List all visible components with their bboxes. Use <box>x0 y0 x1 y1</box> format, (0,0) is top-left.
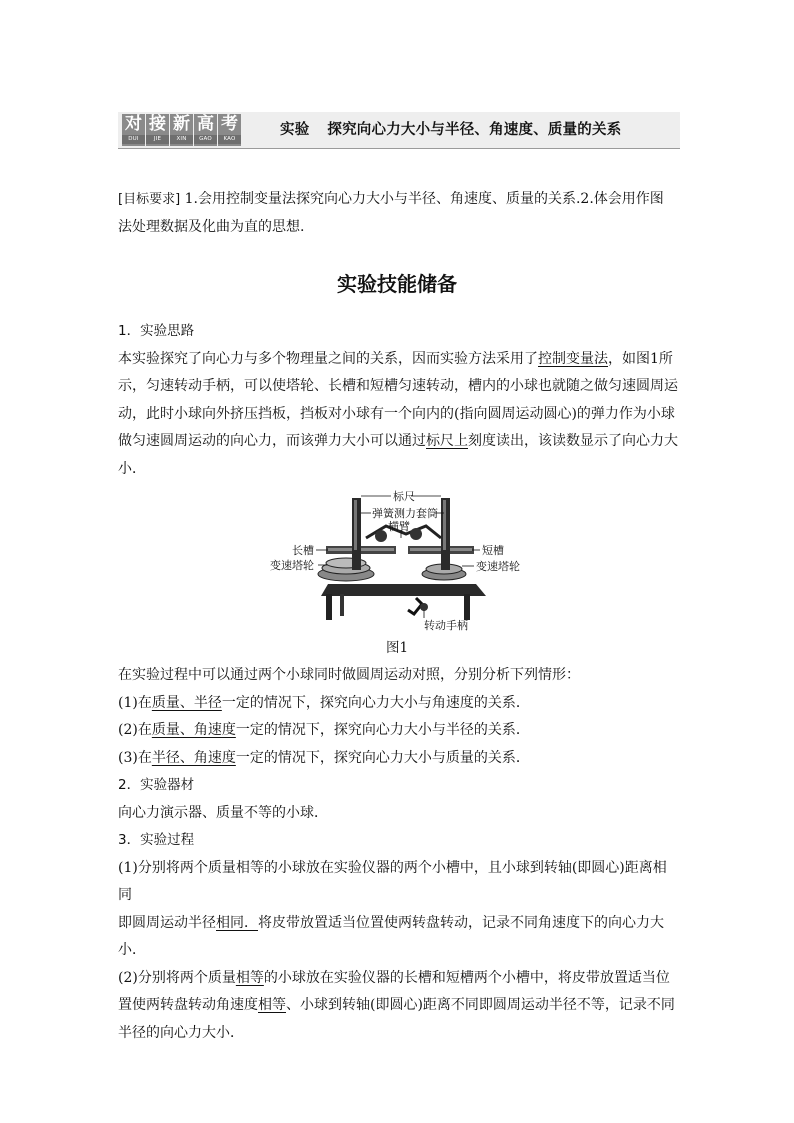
header-banner <box>118 112 680 149</box>
section-title: 实验技能储备 <box>337 272 457 296</box>
goal-line-1: 1.会用控制变量法探究向心力大小与半径、角速度、质量的关系.2.体会用作图 <box>184 191 664 207</box>
s1-line: 动，此时小球向外挤压挡板，挡板对小球有一个向内的(指向圆周运动圆心)的弹力作为小球 <box>118 405 675 422</box>
goal-tag: [目标要求] <box>118 192 181 207</box>
logo-char: 对 DUI <box>122 114 145 146</box>
label-biaochi: 标尺 <box>393 490 415 503</box>
s3-line: 半径的向心力大小． <box>118 1024 244 1041</box>
label-hengbi: 横臂 <box>388 520 410 533</box>
label-changcao: 长槽 <box>292 544 314 557</box>
s3-line: (2)分别将两个质量相等的小球放在实验仪器的长槽和短槽两个小槽中，将皮带放置适当位 <box>118 969 670 986</box>
s1-text: ，如图1所 <box>608 350 673 367</box>
section-1 <box>118 318 678 483</box>
logo-char: 高 GAO <box>194 114 217 146</box>
s3-line: (1)分别将两个质量相等的小球放在实验仪器的两个小槽中，且小球到转轴(即圆心)距离相同 <box>118 859 667 903</box>
goal-block <box>118 186 678 241</box>
s1-underlined: 控制变量法 <box>538 350 608 367</box>
list-item: (1)在质量、半径一定的情况下，探究向心力大小与角速度的关系． <box>118 694 530 711</box>
label-talun-right: 变速塔轮 <box>476 560 520 573</box>
compare-intro: 在实验过程中可以通过两个小球同时做圆周运动对照，分别分析下列情形： <box>118 667 580 683</box>
s3-line: 即圆周运动半径相同．将皮带放置适当位置使两转盘转动，记录不同角速度下的向心力大 <box>118 914 664 931</box>
apparatus-illustration <box>266 486 536 636</box>
s3-line: 置使两转盘转动角速度相等、小球到转轴(即圆心)距离不同即圆周运动半径不等，记录不同 <box>118 997 675 1013</box>
label-shoubing: 转动手柄 <box>424 619 468 632</box>
label-talun-left: 变速塔轮 <box>270 559 314 572</box>
apparatus-figure <box>266 486 536 636</box>
s1-line: 示，匀速转动手柄，可以使塔轮、长槽和短槽匀速转动，槽内的小球也就随之做匀速圆周运 <box>118 378 678 394</box>
s1-text: 做匀速圆周运动的向心力，而该弹力大小可以通过 <box>118 433 426 449</box>
label-taotong: 弹簧测力套筒 <box>372 507 438 520</box>
logo <box>122 114 242 146</box>
list-item: (3)在半径、角速度一定的情况下，探究向心力大小与质量的关系． <box>118 749 530 766</box>
goal-line-2: 法处理数据及化曲为直的思想. <box>118 218 305 235</box>
logo-char: 接 JIE <box>146 114 169 146</box>
logo-char: 考 KAO <box>218 114 241 146</box>
page-title <box>280 112 621 148</box>
s2-text: 向心力演示器、质量不等的小球． <box>118 804 328 821</box>
title-main: 探究向心力大小与半径、角速度、质量的关系 <box>327 122 622 138</box>
label-duancao: 短槽 <box>482 544 504 557</box>
s1-underlined: 标尺上 <box>426 433 468 449</box>
s3-heading: 3．实验过程 <box>118 832 195 848</box>
logo-char: 新 XIN <box>170 114 193 146</box>
s1-text: 本实验探究了向心力与多个物理量之间的关系，因而实验方法采用了 <box>118 350 538 367</box>
compare-block <box>118 662 678 1047</box>
s1-heading: 1．实验思路 <box>118 323 195 339</box>
figure-caption: 图1 <box>385 640 409 656</box>
s2-heading: 2．实验器材 <box>118 777 195 793</box>
s1-line: 小． <box>118 460 146 477</box>
title-prefix: 实验 <box>280 122 310 138</box>
s3-line: 小． <box>118 942 146 958</box>
s1-text: 刻度读出，该读数显示了向心力大 <box>468 433 678 449</box>
list-item: (2)在质量、角速度一定的情况下，探究向心力大小与半径的关系． <box>118 722 530 738</box>
